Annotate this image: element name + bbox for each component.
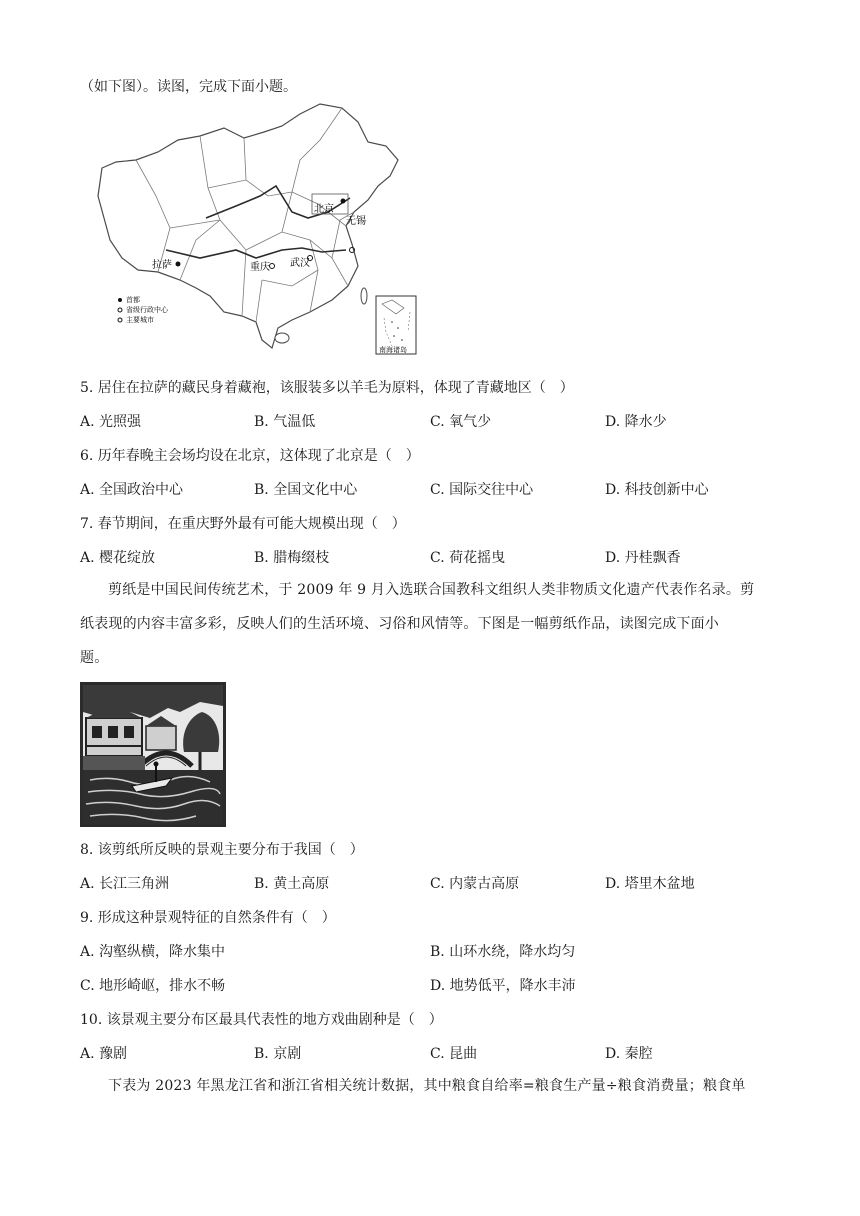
q10-option-b: B. 京剧 [254,1046,302,1062]
q5-option-d: D. 降水少 [605,414,667,430]
taiwan-island [361,288,367,304]
city-label-lasa: 拉萨 [152,260,172,271]
question-10-stem: 10. 该景观主要分布区最具代表性的地方戏曲剧种是（ ） [80,1012,443,1028]
legend-city: 主要城市 [126,316,154,324]
inset-label: 南海诸岛 [379,346,407,354]
q9-option-d: D. 地势低平，降水丰沛 [430,978,576,994]
question-8-stem: 8. 该剪纸所反映的景观主要分布于我国（ ） [80,842,364,858]
question-5-stem: 5. 居住在拉萨的藏民身着藏袍，该服装多以羊毛为原料，体现了青藏地区（ ） [80,380,574,396]
legend-provincial: 省级行政中心 [126,306,168,314]
question-9-stem: 9. 形成这种景观特征的自然条件有（ ） [80,910,336,926]
q9-option-a: A. 沟壑纵横，降水集中 [80,944,226,960]
map-legend [118,295,169,324]
papercut-paragraph-line-3: 题。 [80,650,109,666]
q10-option-a: A. 豫剧 [80,1046,128,1062]
papercut-intro-paragraph [80,573,782,675]
city-wuhan [290,256,313,270]
papercut-paragraph-line-2: 纸表现的内容丰富多彩，反映人们的生活环境、习俗和风情等。下图是一幅剪纸作品，读图完成下面小 [80,616,719,632]
papercut-image [80,682,226,827]
china-map-figure [96,100,418,358]
q6-option-c: C. 国际交往中心 [430,482,534,498]
south-china-sea-inset [376,296,416,354]
q8-option-a: A. 长江三角洲 [80,876,170,892]
question-7-stem: 7. 春节期间，在重庆野外最有可能大规模出现（ ） [80,516,406,532]
q6-option-a: A. 全国政治中心 [80,482,184,498]
intro-text: （如下图）。读图，完成下面小题。 [80,79,297,95]
q7-option-d: D. 丹桂飘香 [605,550,681,566]
city-label-beijing: 北京 [314,204,334,215]
q7-option-b: B. 腊梅缀枝 [254,550,330,566]
q5-option-c: C. 氧气少 [430,414,492,430]
city-label-chongqing: 重庆 [250,262,270,273]
city-label-wuhan: 武汉 [290,258,310,269]
q8-option-b: B. 黄土高原 [254,876,330,892]
q10-option-d: D. 秦腔 [605,1046,653,1062]
q5-option-b: B. 气温低 [254,414,316,430]
papercut-paragraph-line-1: 剪纸是中国民间传统艺术，于 2009 年 9 月入选联合国教科文组织人类非物质文化遗产代表作名录。剪 [108,582,755,598]
legend-capital: 首都 [126,296,140,304]
q9-option-c: C. 地形崎岖，排水不畅 [80,978,226,994]
q5-option-a: A. 光照强 [80,414,142,430]
q7-option-c: C. 荷花摇曳 [430,550,506,566]
q7-option-a: A. 樱花绽放 [80,550,156,566]
table-intro-paragraph: 下表为 2023 年黑龙江省和浙江省相关统计数据，其中粮食自给率=粮食生产量÷粮食消费量；粮食单 [108,1078,746,1094]
q9-option-b: B. 山环水绕，降水均匀 [430,944,576,960]
question-6-stem: 6. 历年春晚主会场均设在北京，这体现了北京是（ ） [80,448,420,464]
q6-option-d: D. 科技创新中心 [605,482,709,498]
q10-option-c: C. 昆曲 [430,1046,478,1062]
hainan-island [275,333,289,343]
q8-option-c: C. 内蒙古高原 [430,876,520,892]
q6-option-b: B. 全国文化中心 [254,482,358,498]
city-label-wuxi: 无锡 [346,216,366,227]
q8-option-d: D. 塔里木盆地 [605,876,695,892]
